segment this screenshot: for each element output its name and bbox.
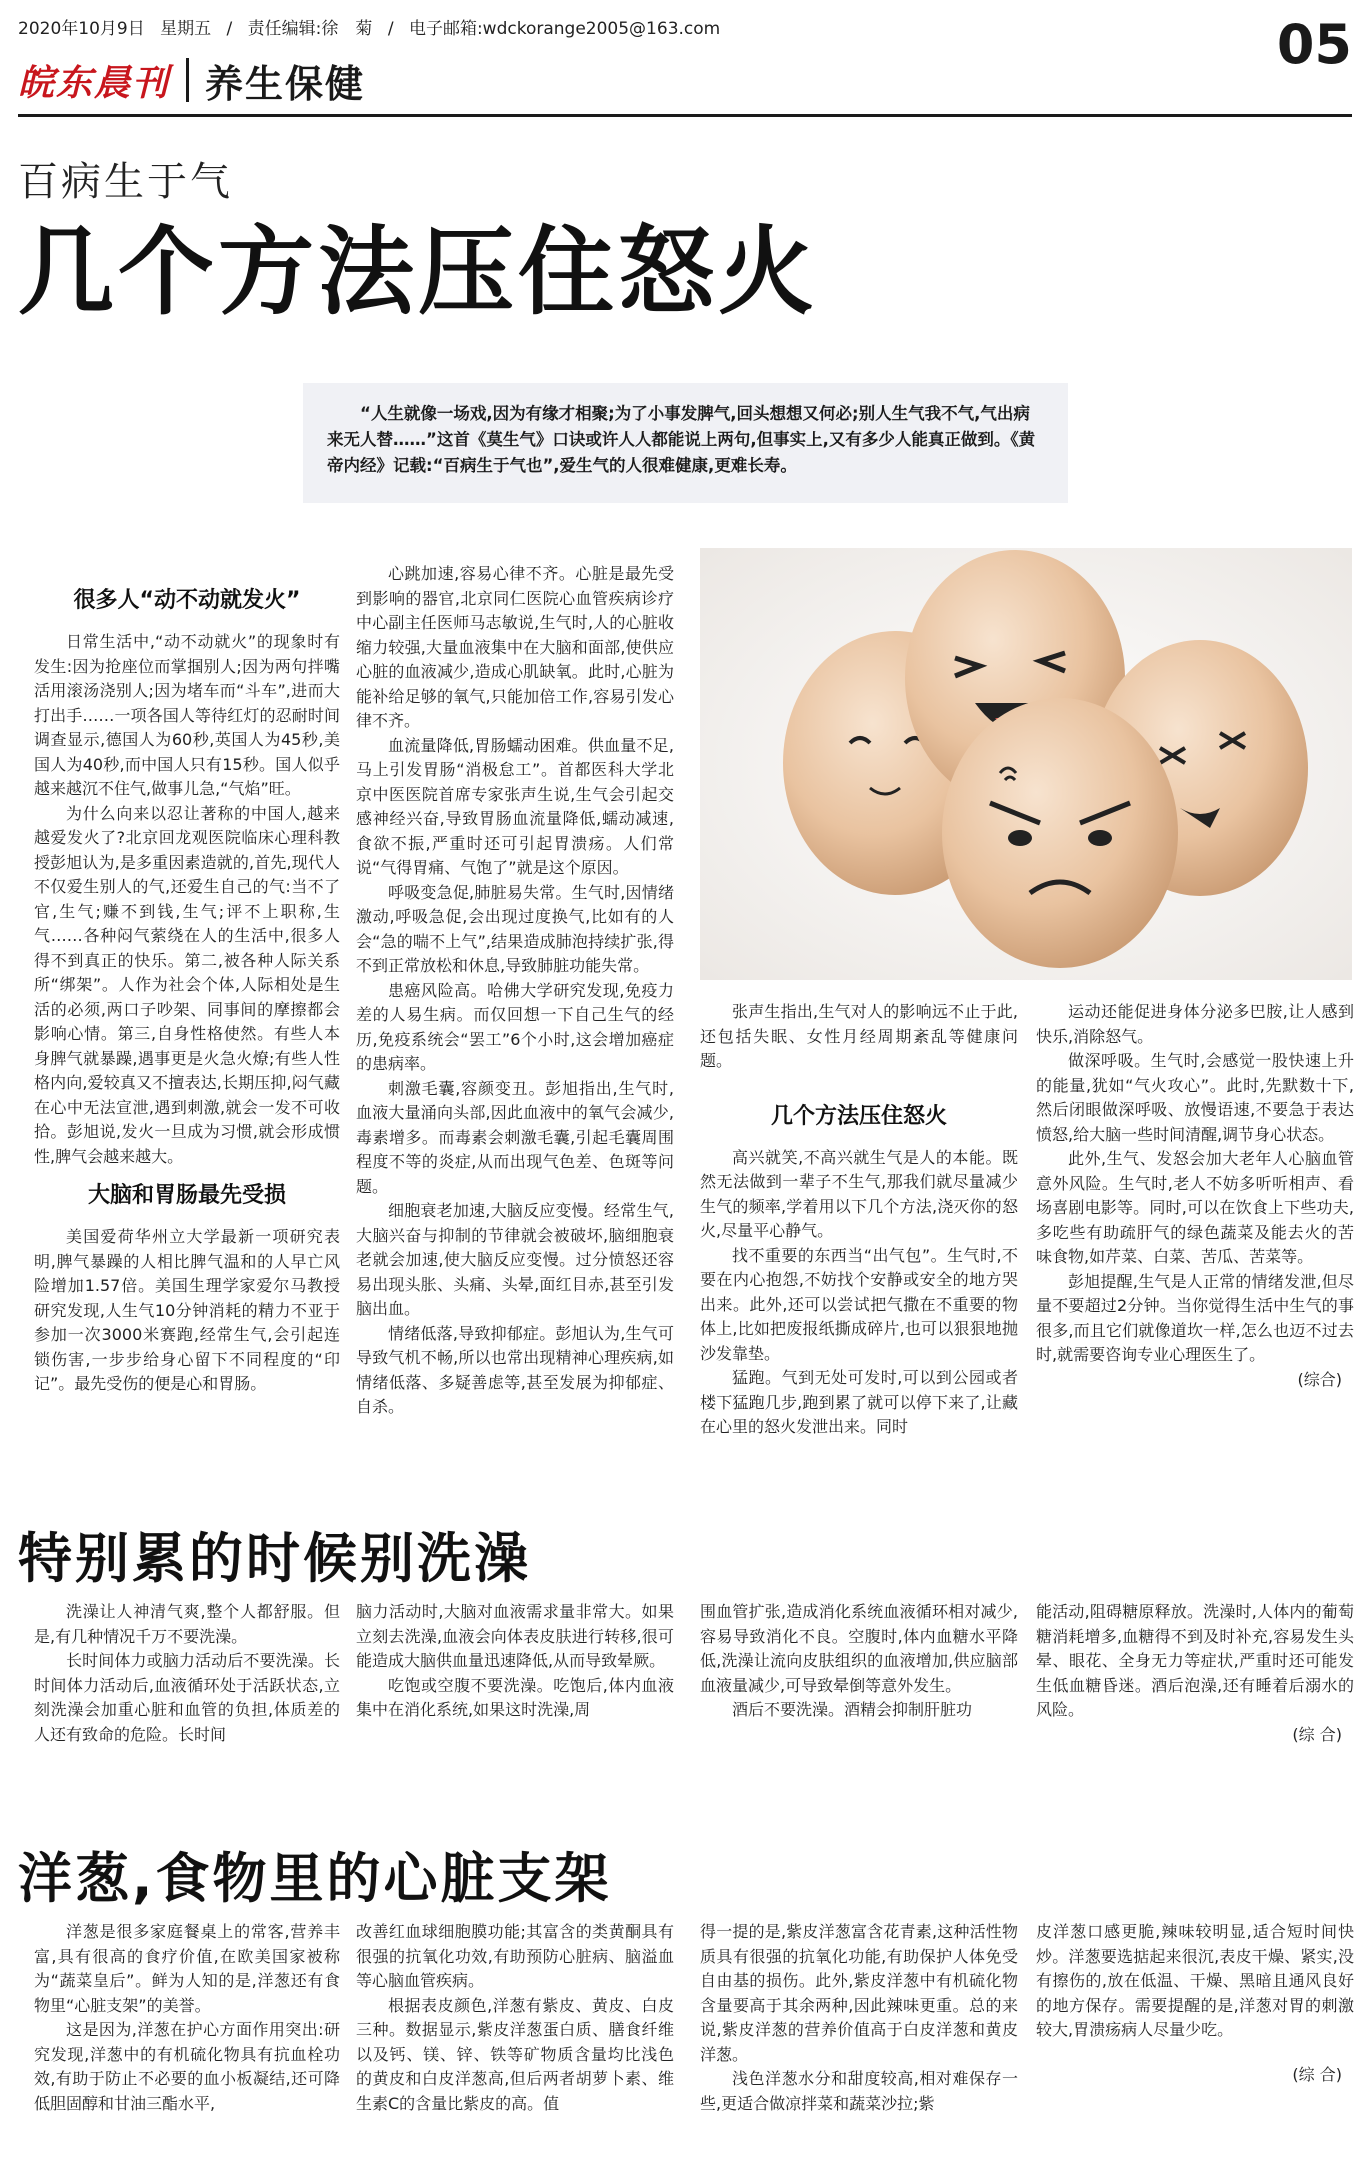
paragraph: 患癌风险高。哈佛大学研究发现,免疫力差的人易生病。而仅回想一下自己生气的经历,免疫系统会“罢工”6个小时,这会增加癌症的患病率。: [356, 980, 674, 1073]
masthead-info: [18, 14, 730, 42]
egg-angry: [942, 698, 1178, 968]
editor-email: 电子邮箱:wdckorange2005@163.com: [408, 19, 721, 39]
article2-headline: 特别累的时候别洗澡: [18, 1527, 531, 1590]
article2-column-2: [356, 1600, 674, 1723]
paragraph: 刺激毛囊,容颜变丑。彭旭指出,生气时,血液大量涌向头部,因此血液中的氧气会减少,毒素增多。而毒素会刺激毛囊,引起毛囊周围程度不等的炎症,从而出现气色差、色斑等问题。: [356, 1078, 674, 1196]
article1-headline: 几个方法压住怒火: [18, 216, 818, 328]
article1-lead-box: [303, 383, 1068, 503]
paragraph: 血流量降低,胃肠蠕动困难。供血量不足,马上引发胃肠“消极怠工”。首都医科大学北京中医医院首席专家张声生说,生气会引起交感神经兴奋,导致胃肠血流量降低,蠕动减速,食欲不振,严重时还可引起胃溃疡。人们常说“气得胃痛、气饱了”就是这个原因。: [356, 735, 674, 877]
paragraph: 围血管扩张,造成消化系统血液循环相对减少,容易导致消化不良。空腹时,体内血糖水平降低,洗澡让流向皮肤组织的血液增加,供应脑部血液量减少,可导致晕倒等意外发生。: [700, 1602, 1018, 1695]
page-number: 05: [1276, 13, 1352, 76]
paragraph: 皮洋葱口感更脆,辣味较明显,适合短时间快炒。洋葱要选掂起来很沉,表皮干燥、紧实,没有擦伤的,放在低温、干燥、黑暗且通风良好的地方保存。需要提醒的是,洋葱对胃的刺激较大,胃溃疡病人尽量少吃。: [1036, 1922, 1354, 2039]
article1-subhead-1: 很多人“动不动就发火”: [73, 588, 301, 613]
header-rule: [18, 114, 1352, 117]
paragraph: 能活动,阻碍糖原释放。洗澡时,人体内的葡萄糖消耗增多,血糖得不到及时补充,容易发生头晕、眼花、全身无力等症状,严重时还可能发生低血糖昏迷。酒后泡澡,还有睡着后溺水的风险。: [1036, 1602, 1354, 1719]
paragraph: 美国爱荷华州立大学最新一项研究表明,脾气暴躁的人相比脾气温和的人早亡风险增加1.57倍。美国生理学家爱尔马教授研究发现,人生气10分钟消耗的精力不亚于参加一次3000米赛跑,经常生气,会引起连锁伤害,一步步给身心留下不同程度的“印记”。最先受伤的便是心和胃肠。: [34, 1227, 340, 1393]
article1-column-2: [356, 562, 674, 1420]
issue-date: 2020年10月9日: [18, 19, 145, 39]
paragraph: 根据表皮颜色,洋葱有紫皮、黄皮、白皮三种。数据显示,紫皮洋葱蛋白质、膳食纤维以及钙、镁、锌、铁等矿物质含量均比浅色的黄皮和白皮洋葱高,但后两者胡萝卜素、维生素C的含量比紫皮的高。值: [356, 1995, 674, 2113]
paragraph: 为什么向来以忍让著称的中国人,越来越爱发火了?北京回龙观医院临床心理科教授彭旭认为,是多重因素造就的,首先,现代人不仅爱生别人的气,还爱生自己的气:当不了官,生气;赚不到钱,生气;评不上职称,生气……各种闷气萦绕在人的生活中,很多人得不到真正的快乐。第二,被各种人际关系所“绑架”。人作为社会个体,人际相处是生活的必须,两口子吵架、同事间的摩擦都会影响心情。第三,自身性格使然。有些人本身脾气就暴躁,遇事更是火急火燎;有些人性格内向,爱较真又不擅表达,长期压抑,闷气藏在心中无法宣泄,遇到刺激,就会一发不可收拾。彭旭说,发火一旦成为习惯,就会形成惯性,脾气会越来越大。: [34, 803, 340, 1166]
paragraph: 这是因为,洋葱在护心方面作用突出:研究发现,洋葱中的有机硫化物具有抗血栓功效,有助于防止不必要的血小板凝结,还可降低胆固醇和甘油三酯水平,: [34, 2020, 340, 2113]
article2-source-credit: (综 合): [1292, 1724, 1342, 1744]
paragraph: 运动还能促进身体分泌多巴胺,让人感到快乐,消除怒气。: [1036, 1002, 1354, 1046]
article1-subhead-3: 几个方法压住怒火: [770, 1103, 947, 1129]
paragraph: 呼吸变急促,肺脏易失常。生气时,因情绪激动,呼吸急促,会出现过度换气,比如有的人会“急的喘不上气”,结果造成肺泡持续扩张,得不到正常放松和休息,导致肺脏功能失常。: [356, 882, 674, 975]
paragraph: 改善红血球细胞膜功能;其富含的类黄酮具有很强的抗氧化功效,有助预防心脏病、脑溢血等心脑血管疾病。: [356, 1922, 674, 1990]
article3-headline: 洋葱,食物里的心脏支架: [18, 1847, 612, 1910]
separator: /: [387, 19, 394, 39]
paragraph: 浅色洋葱水分和甜度较高,相对难保存一些,更适合做凉拌菜和蔬菜沙拉;紫: [700, 2069, 1018, 2113]
article1-column-3: [700, 1000, 1018, 1440]
paragraph: 酒后不要洗澡。酒精会抑制肝脏功: [732, 1700, 973, 1719]
paragraph: 此外,生气、发怒会加大老年人心脑血管意外风险。生气时,老人不妨多听听相声、看场喜剧电影等。同时,可以在饮食上下些功夫,多吃些有助疏肝气的绿色蔬菜及能去火的苦味食物,如芹菜、白菜、苦瓜、苦菜等。: [1036, 1149, 1354, 1266]
paragraph: 日常生活中,“动不动就火”的现象时有发生:因为抢座位而掌掴别人;因为两句拌嘴活用滚汤浇别人;因为堵车而“斗车”,进而大打出手……一项各国人等待红灯的忍耐时间调查显示,德国人为60秒,英国人为45秒,美国人为40秒,而中国人只有15秒。国人似乎越来越沉不住气,做事儿急,“气焰”旺。: [34, 632, 340, 798]
paragraph: 高兴就笑,不高兴就生气是人的本能。既然无法做到一辈子不生气,那我们就尽量减少生气的频率,学着用以下几个方法,浇灭你的怒火,尽量平心静气。: [700, 1147, 1018, 1240]
angry-eggs-photo: [700, 548, 1352, 980]
article3-source-credit: (综 合): [1292, 2064, 1342, 2084]
article1-column-4: [1036, 1000, 1354, 1392]
article1-source-credit: (综合): [1297, 1369, 1342, 1389]
article3-column-3: [700, 1920, 1018, 2116]
article2-column-4: [1036, 1600, 1354, 1747]
paragraph: 长时间体力或脑力活动后不要洗澡。长时间体力活动后,血液循环处于活跃状态,立刻洗澡会加重心脏和血管的负担,体质差的人还有致命的危险。长时间: [34, 1651, 340, 1744]
article3-column-2: [356, 1920, 674, 2116]
paragraph: 洋葱是很多家庭餐桌上的常客,营养丰富,具有很高的食疗价值,在欧美国家被称为“蔬菜皇后”。鲜为人知的是,洋葱还有食物里“心脏支架”的美誉。: [34, 1922, 340, 2015]
newspaper-logo: 皖东晨刊: [18, 61, 171, 104]
editor-credit: 责任编辑:徐 菊: [247, 19, 373, 39]
article3-column-1: [34, 1920, 340, 2116]
issue-weekday: 星期五: [160, 19, 212, 39]
paragraph: 张声生指出,生气对人的影响远不止于此,还包括失眠、女性月经周期紊乱等健康问题。: [700, 1002, 1018, 1070]
article2-column-1: [34, 1600, 340, 1747]
paragraph: 吃饱或空腹不要洗澡。吃饱后,体内血液集中在消化系统,如果这时洗澡,周: [356, 1675, 674, 1719]
paragraph: 找不重要的东西当“出气包”。生气时,不要在内心抱怨,不妨找个安静或安全的地方哭出来。此外,还可以尝试把气撒在不重要的物体上,比如把废报纸撕成碎片,也可以狠狠地抛沙发靠垫。: [700, 1245, 1018, 1363]
paragraph: 脑力活动时,大脑对血液需求量非常大。如果立刻去洗澡,血液会向体表皮肤进行转移,很可能造成大脑供血量迅速降低,从而导致晕厥。: [356, 1602, 674, 1670]
paragraph: 得一提的是,紫皮洋葱富含花青素,这种活性物质具有很强的抗氧化功能,有助保护人体免受自由基的损伤。此外,紫皮洋葱中有机硫化物含量要高于其余两种,因此辣味更重。总的来说,紫皮洋葱的营养价值高于白皮洋葱和黄皮洋葱。: [700, 1922, 1018, 2064]
article1-kicker: 百病生于气: [18, 159, 233, 205]
article1-subhead-2: 大脑和胃肠最先受损: [87, 1183, 286, 1208]
article3-column-4: [1036, 1920, 1354, 2087]
paragraph: 心跳加速,容易心律不齐。心脏是最先受到影响的器官,北京同仁医院心血管疾病诊疗中心副主任医师马志敏说,生气时,人的心脏收缩力较强,大量血液集中在大脑和面部,使供应心脏的血液减少,造成心肌缺氧。此时,心脏为能补给足够的氧气,只能加倍工作,容易引发心律不齐。: [356, 564, 674, 730]
brand-divider: [186, 58, 189, 102]
article2-column-3: [700, 1600, 1018, 1723]
brand-row: [18, 50, 365, 110]
paragraph: 细胞衰老加速,大脑反应变慢。经常生气,大脑兴奋与抑制的节律就会被破坏,脑细胞衰老就会加速,使大脑反应变慢。过分愤怒还容易出现头胀、头痛、头晕,面红目赤,甚至引发脑出血。: [356, 1201, 674, 1318]
paragraph: 彭旭提醒,生气是人正常的情绪发泄,但尽量不要超过2分钟。当你觉得生活中生气的事很多,而且它们就像道坎一样,怎么也迈不过去时,就需要咨询专业心理医生了。: [1036, 1271, 1354, 1364]
separator: /: [226, 19, 233, 39]
paragraph: 情绪低落,导致抑郁症。彭旭认为,生气可导致气机不畅,所以也常出现精神心理疾病,如情绪低落、多疑善虑等,甚至发展为抑郁症、自杀。: [356, 1323, 674, 1416]
egg-faces-illustration: [700, 548, 1352, 980]
paragraph: 猛跑。气到无处可发时,可以到公园或者楼下猛跑几步,跑到累了就可以停下来了,让藏在心里的怒火发泄出来。同时: [700, 1368, 1018, 1436]
section-name: 养生保健: [205, 61, 366, 106]
article1-lead-text: “人生就像一场戏,因为有缘才相聚;为了小事发脾气,回头想想又何必;别人生气我不气,气出病来无人替……”这首《莫生气》口诀或许人人都能说上两句,但事实上,又有多少人能真正做到。《黄帝内经》记载:“百病生于气也”,爱生气的人很难健康,更难长寿。: [327, 404, 1036, 475]
paragraph: 洗澡让人神清气爽,整个人都舒服。但是,有几种情况千万不要洗澡。: [34, 1602, 340, 1646]
article1-column-1: [34, 580, 340, 1397]
paragraph: 做深呼吸。生气时,会感觉一股快速上升的能量,犹如“气火攻心”。此时,先默数十下,然后闭眼做深呼吸、放慢语速,不要急于表达愤怒,给大脑一些时间清醒,调节身心状态。: [1036, 1051, 1354, 1144]
